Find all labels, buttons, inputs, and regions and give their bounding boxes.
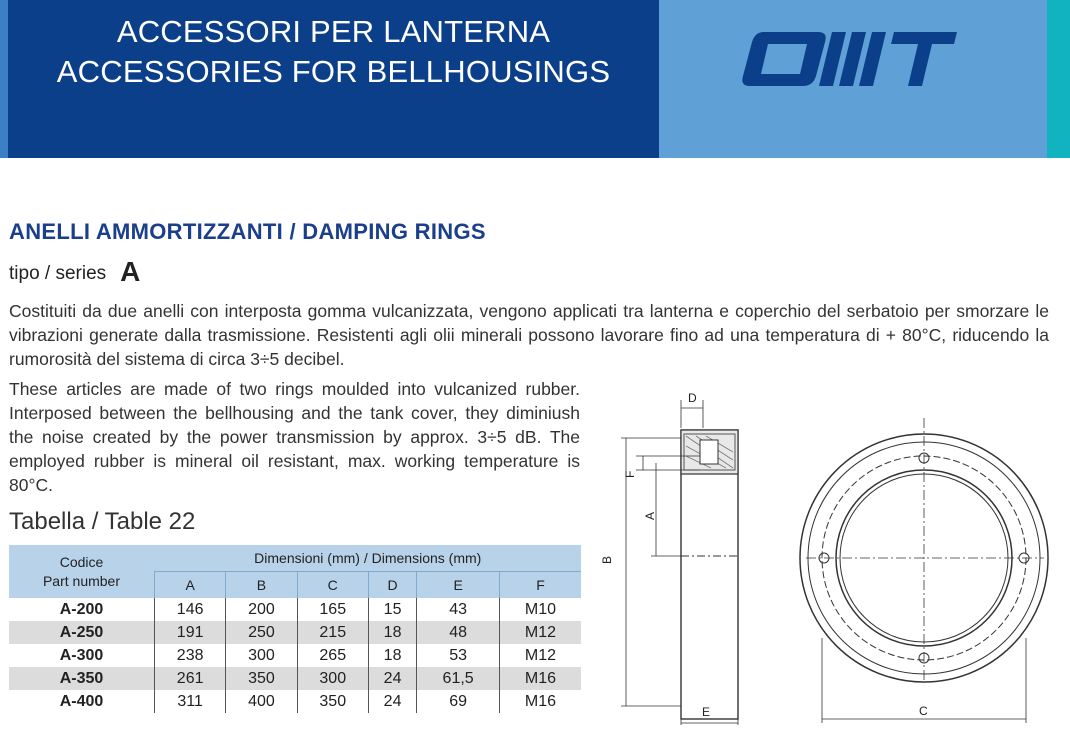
table-cell: 18 [368,621,416,644]
table-row [9,621,581,644]
column-header: D [368,572,416,599]
table-cell: 61,5 [417,667,500,690]
column-header: E [417,572,500,599]
table-cell: M16 [499,667,581,690]
dimensions-table [9,545,581,713]
table-cell: 300 [297,667,368,690]
table-cell: 350 [226,667,297,690]
table-title: Tabella / Table 22 [9,508,196,535]
label-f: F [623,470,637,478]
table-cell: M16 [499,690,581,713]
omt-logo [742,30,957,90]
table-cell: 53 [417,644,500,667]
table-cell: 215 [297,621,368,644]
column-header: F [499,572,581,599]
table-cell: M10 [499,598,581,621]
table-cell: 69 [417,690,500,713]
table-cell: M12 [499,621,581,644]
table-row [9,667,581,690]
label-a: A [643,511,657,520]
description-italian: Costituiti da due anelli con interposta gomma vulcanizzata, vengono applicati tra lanterna e coperchio del serbatoio per smorzare le vibrazioni generate dalla trasmissione. Resistenti agli olii minerali possono lavorare fino ad una temperatura di + 80°C, riducendo la rumorosità del sistema di circa 3÷5 decibel. [9,301,1049,369]
table-cell: 400 [226,690,297,713]
table-cell: M12 [499,644,581,667]
header-title-it: ACCESSORI PER LANTERNA [116,14,551,49]
table-cell: 238 [155,644,226,667]
table-cell: 24 [368,667,416,690]
part-code: A-250 [9,621,155,644]
table-cell: 311 [155,690,226,713]
table-row [9,644,581,667]
table-cell: 43 [417,598,500,621]
label-d: D [688,391,697,405]
table-row [9,598,581,621]
header-title-en: ACCESSORIES FOR BELLHOUSINGS [56,54,611,89]
front-view [800,418,1048,723]
part-code: A-200 [59,600,104,618]
series-line [9,256,140,288]
table-cell: 191 [155,621,226,644]
section-title: ANELLI AMMORTIZZANTI / DAMPING RINGS [9,219,486,244]
header-accent-strip [1047,0,1070,158]
column-header: B [226,572,297,599]
column-header: A [155,572,226,599]
table-cell: 261 [155,667,226,690]
series-label: tipo / series [9,263,107,284]
label-e: E [702,705,711,719]
table-cell: 300 [226,644,297,667]
table-cell: 48 [417,621,500,644]
table-cell: 165 [297,598,368,621]
series-code: A [120,256,141,287]
table-cell: 200 [226,598,297,621]
part-code: A-400 [59,692,104,710]
table-row [9,690,581,713]
table-cell: 15 [368,598,416,621]
table-cell: 265 [297,644,368,667]
header-title-band [0,0,659,158]
label-c: C [919,704,928,718]
code-header [9,545,155,598]
dimensions-header: Dimensioni (mm) / Dimensions (mm) [155,545,582,572]
side-view [621,400,738,725]
table-cell: 146 [155,598,226,621]
code-header-en: Part number [42,572,121,589]
column-header: C [297,572,368,599]
code-header-it: Codice [59,553,104,570]
part-code: A-350 [9,667,155,690]
table-cell: 350 [297,690,368,713]
part-code: A-300 [59,646,104,664]
table-cell: 24 [368,690,416,713]
damping-ring-drawing [596,380,1066,735]
label-b: B [600,555,614,564]
description-english: These articles are made of two rings moulded into vulcanized rubber. Interposed between the bellhousing and the tank cover, they diminiush the noise created by the power transmission by approx. 3÷5 dB. The employed rubber is mineral oil resistant, max. working temperature is 80°C. [9,379,580,495]
table-cell: 250 [226,621,297,644]
table-cell: 18 [368,644,416,667]
header-logo-band [659,0,1047,158]
